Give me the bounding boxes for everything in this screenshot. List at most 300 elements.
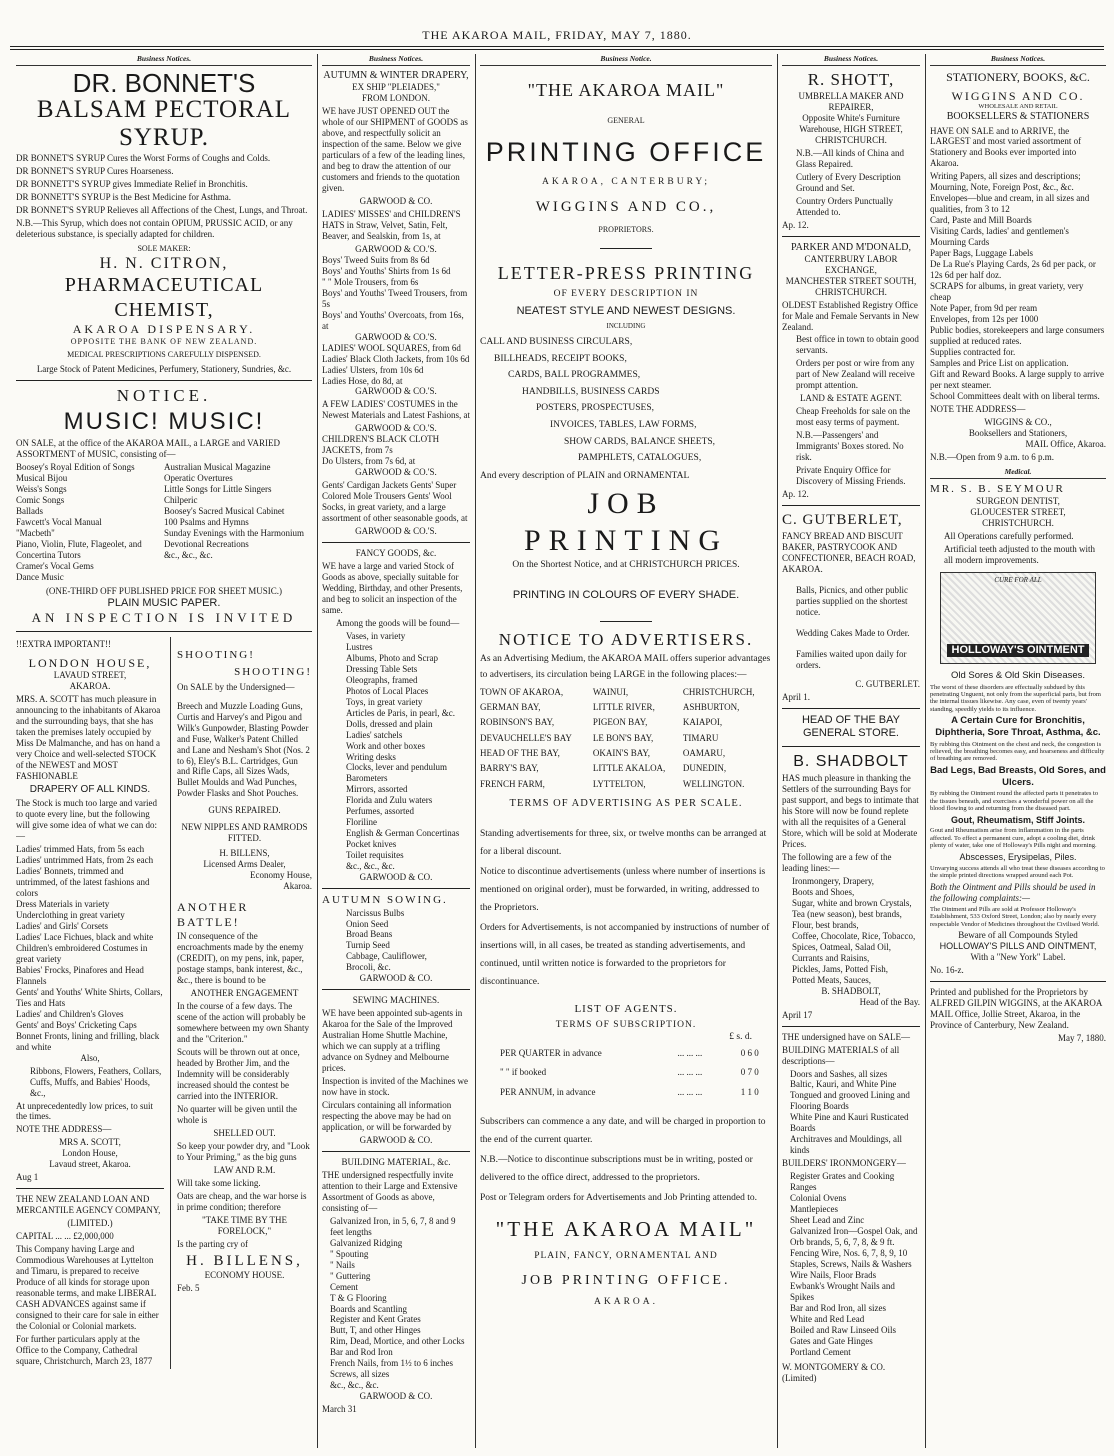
ad-text: MEDICAL PRESCRIPTIONS CAREFULLY DISPENSED. — [67, 350, 261, 360]
ad-text: THE undersigned have on SALE— — [782, 1031, 910, 1042]
ad-heading: Gout, Rheumatism, Stiff Joints. — [950, 814, 1085, 825]
ad-text: GLOUCESTER STREET, — [970, 507, 1066, 518]
list-item: Cement — [330, 1281, 358, 1292]
list-item: Ewbank's Wrought Nails and Spikes — [790, 1280, 895, 1302]
ad-signoff: GARWOOD & CO.'S. — [355, 467, 437, 478]
rule — [322, 542, 470, 543]
ad-text: At unprecedentedly low prices, to suit the times. — [16, 1100, 153, 1122]
list-item: Writing Papers, all sizes and descriptions; Mourning, Note, Foreign Post, &c., &c. — [930, 171, 1081, 193]
list-item: Sheet Lead and Zinc — [790, 1215, 865, 1226]
ad-text: PROPRIETORS. — [598, 224, 654, 234]
item-list — [782, 1171, 920, 1357]
subscription-cell: ... ... ... — [677, 1047, 703, 1058]
ad-heading: PRINTING IN COLOURS OF EVERY SHADE. — [512, 589, 740, 602]
holloway-illustration — [940, 572, 1096, 664]
ad-text: MRS A. SCOTT, — [59, 1137, 121, 1148]
ad-text: £ s. d. — [729, 1032, 752, 1043]
rule — [16, 631, 312, 632]
ad-text: TERMS OF SUBSCRIPTION. — [555, 1020, 697, 1031]
place-cell: TIMARU — [682, 732, 719, 743]
ad-heading: AN INSPECTION IS INVITED — [31, 610, 297, 626]
list-item: SCRAPS for albums, in great variety, very cheap — [930, 281, 1084, 303]
list-item: Ladies' Black Cloth Jackets, from 10s 6d — [322, 353, 470, 364]
list-item: Devotional Recreations — [164, 538, 249, 549]
item-list — [930, 171, 1106, 401]
ad-text: By rubbing this Ointment on the chest and neck, the congestion is relieved, the breathing becomes easy, and hoarseness and difficulty of breathing are removed. — [930, 740, 1105, 763]
list-item: Vases, in variety — [346, 630, 406, 641]
london-house-ad — [16, 637, 164, 1369]
places-table — [480, 685, 772, 792]
rule — [322, 1151, 470, 1152]
rule — [782, 1026, 920, 1027]
ad-text: BUILDING MATERIALS of all descriptions— — [782, 1044, 900, 1066]
ad-text: MRS. A. SCOTT has much pleasure in announcing to the inhabitants of Akaroa and the surrounding bays, that she has taken the premises lately occupied by Miss De Malmanche, and has on hand a very Choice and well-selected STOCK of the NEWEST and MOST FASHIONABLE — [16, 694, 161, 782]
list-item: Envelopes—blue and cream, in all sizes and qualities, from 3 to 12 — [930, 193, 1090, 215]
list-item: " Nails — [330, 1259, 355, 1270]
place-cell: ASHBURTON, — [682, 702, 740, 713]
ad-heading: Bad Legs, Bad Breasts, Old Sores, and Ulcers. — [930, 764, 1106, 788]
ad-text: WE have been appointed sub-agents in Akaroa for the Sale of the Improved Australian Home Shuttle Machine, which we can supply at a trifling advance on Sydney and Melbourne prices. — [322, 1008, 463, 1074]
ad-text: Cheap Freeholds for sale on the most easy terms of payment. — [796, 406, 911, 428]
ad-text: ECONOMY HOUSE. — [204, 1269, 285, 1280]
list-item: Floriline — [346, 817, 377, 828]
ad-heading: R. SHOTT, — [807, 70, 895, 90]
ad-text: The following are a few of the leading lines:— — [782, 852, 892, 874]
ad-heading: ANOTHER BATTLE! — [177, 900, 249, 929]
ad-signoff: GARWOOD & CO.'S. — [355, 386, 437, 397]
ad-text: NOTE THE ADDRESS— — [16, 1124, 112, 1135]
list-item: LADIES' WOOL SQUARES, from 6d — [322, 342, 461, 353]
list-item: Albums, Photo and Scrap — [346, 652, 438, 663]
ad-text: Balls, Picnics, and other public parties supplied on the shortest notice. — [796, 585, 908, 618]
list-item: Bar and Rod Iron, all sizes — [790, 1302, 886, 1313]
section-header: Business Notices. — [782, 54, 920, 66]
ad-text: N.B.—Notice to discontinue subscriptions must be in writing, posted or delivered to the office direct, addressed to the proprietors. — [480, 1155, 753, 1184]
rule — [782, 505, 920, 506]
ad-text: EX SHIP "PLEIADES," — [352, 82, 440, 93]
rule — [782, 708, 920, 709]
ad-text: N.B.—Passengers' and Immigrants' Boxes stored. No risk. — [796, 430, 904, 463]
list-item: Galvanized Iron, in 5, 6, 7, 8 and 9 feet lengths — [330, 1215, 456, 1237]
place-cell: OKAIN'S BAY, — [592, 747, 650, 758]
ad-text: BUILDERS' IRONMONGERY— — [782, 1158, 906, 1169]
ad-text: Orders for Advertisements, is not accompanied by instructions of number of insertions will, in all cases, be treated as standing advertisements, and continued, until written notice is forwarded to the proprietors for discontinuance. — [480, 922, 770, 987]
ad-date: Feb. 5 — [177, 1282, 200, 1293]
rule — [782, 746, 920, 747]
ad-heading: SHOOTING! — [177, 648, 255, 661]
list-item: Perfumes, assorted — [346, 806, 414, 817]
list-item: Writing desks — [346, 751, 396, 762]
list-item: Paper Bags, Luggage Labels — [930, 248, 1033, 259]
column-2 — [322, 54, 470, 1448]
printing-list-item: SHOW CARDS, BALANCE SHEETS, — [564, 436, 716, 447]
ad-text: Among the goods will be found— — [336, 617, 460, 628]
ad-text: ON SALE, at the office of the AKAROA MAIL, a LARGE and VARIED ASSORTMENT of MUSIC, consisting of— — [16, 438, 280, 460]
ad-text: Also, — [80, 1052, 100, 1063]
printing-list-item: POSTERS, PROSPECTUSES, — [536, 403, 654, 414]
ad-text: FANCY BREAD AND BISCUIT BAKER, PASTRYCOOK AND CONFECTIONER, BEACH ROAD, AKAROA. — [782, 531, 916, 575]
subscription-cell: ... ... ... — [677, 1087, 703, 1098]
list-item: Cramer's Vocal Gems — [16, 560, 94, 571]
printing-list-item: CARDS, BALL PROGRAMMES, — [508, 370, 641, 381]
ad-heading: NEATEST STYLE AND NEWEST DESIGNS. — [516, 304, 736, 317]
ad-heading: Abscesses, Erysipelas, Piles. — [959, 851, 1077, 862]
ad-heading: MUSIC! MUSIC! — [63, 407, 265, 435]
place-cell: PIGEON BAY, — [592, 717, 648, 728]
ad-text: No. 16-z. — [930, 965, 964, 976]
list-item: Toilet requisites — [346, 850, 404, 861]
list-item: Ladies' Lace Fichues, black and white — [16, 931, 154, 942]
column-rule — [925, 54, 926, 1448]
places-row — [480, 746, 772, 761]
list-item: "Macbeth" — [16, 527, 55, 538]
list-item: 100 Psalms and Hymns — [164, 516, 249, 527]
ad-text: Large Stock of Patent Medicines, Perfumery, Stationery, Sundries, &c. — [36, 364, 292, 375]
ad-heading: NOTICE TO ADVERTISERS. — [498, 629, 754, 649]
list-item: White Pine and Kauri Rusticated Boards — [790, 1112, 909, 1134]
place-cell: LITTLE RIVER, — [592, 702, 655, 713]
ad-text: Artificial teeth adjusted to the mouth with all modern improvements. — [944, 543, 1095, 565]
place-cell: WAINUI, — [592, 686, 629, 697]
ad-text: Circulars containing all information respecting the above may be had on application, or will be forwarded by — [322, 1100, 452, 1132]
list-item: Screws, all sizes — [330, 1369, 390, 1380]
place-cell: HEAD OF THE BAY, — [480, 747, 560, 758]
subscription-cell: 1 1 0 — [740, 1087, 759, 1098]
ad-heading: H. BILLENS, — [186, 1252, 303, 1269]
ad-text: AKAROA. — [69, 681, 111, 692]
list-item: Photos of Local Places — [346, 685, 429, 696]
list-item: " Spouting — [330, 1248, 369, 1259]
ad-text: Gents' Cardigan Jackets Gents' Super Colored Mole Trousers Gents' Wool Socks, in great variety, and a large assortment of other seasonable goods, at — [322, 480, 468, 524]
column-rule — [317, 54, 318, 1448]
list-item: Ladies' untrimmed Hats, from 2s each — [16, 855, 154, 866]
list-item: Rim, Dead, Mortice, and other Locks — [330, 1336, 465, 1347]
list-item: Ballads — [16, 505, 43, 516]
ad-text: London House, — [62, 1148, 118, 1159]
ad-text: Booksellers and Stationers, — [968, 427, 1068, 438]
ad-text: GENERAL — [607, 116, 645, 126]
printing-list-item: PAMPHLETS, CATALOGUES, — [578, 453, 702, 464]
ad-heading: SHOOTING! — [234, 666, 312, 679]
place-cell: BARRY'S BAY, — [480, 763, 539, 774]
ad-text: HAVE ON SALE and to ARRIVE, the LARGEST and most varied assortment of Stationery and Books ever imported into Akaroa. — [930, 125, 1082, 169]
ad-text: ANOTHER ENGAGEMENT — [190, 988, 299, 999]
ad-heading: LONDON HOUSE, — [28, 655, 152, 670]
rule — [16, 380, 312, 381]
ad-text: For further particulars apply at the Office to the Company, Cathedral square, Christchurch, March 23, 1877 — [16, 1333, 153, 1366]
list-item: Boys' and Youths' Overcoats, from 16s, at — [322, 309, 464, 331]
ad-text: INCLUDING — [606, 322, 646, 331]
ad-text: HAS much pleasure in thanking the Settlers of the surrounding Bays for past support, and begs to intimate that his Store will now be found replete with all the requisites of a General Store, which will be sold at Moderate Prices. — [782, 773, 919, 850]
place-cell: WELLINGTON. — [682, 778, 745, 789]
ad-text: Ribbons, Flowers, Feathers, Collars, Cuffs, Muffs, and Babies' Hoods, &c., — [30, 1065, 162, 1098]
list-item: Pocket knives — [346, 839, 397, 850]
ad-text: Akaroa. — [283, 881, 312, 892]
ad-text: So keep your powder dry, and "Look to Your Priming," as the big guns — [177, 1140, 310, 1162]
masthead-rule — [10, 46, 1104, 50]
list-item: Public bodies, storekeepers and large consumers supplied at reduced rates. — [930, 324, 1105, 346]
ad-text: PLAIN, FANCY, ORNAMENTAL AND — [534, 1250, 718, 1261]
list-item: Gates and Gate Hinges — [790, 1335, 873, 1346]
ad-text: And every description of PLAIN and ORNAMENTAL — [480, 470, 690, 481]
ad-text: OLDEST Established Registry Office for Male and Female Servants in New Zealand. — [782, 299, 919, 332]
list-item: Envelopes, from 12s per 1000 — [930, 313, 1039, 324]
ad-text: On the Shortest Notice, and at CHRISTCHURCH PRICES. — [512, 559, 740, 570]
ad-signoff: GARWOOD & CO. — [359, 1134, 433, 1145]
subscription-cell: ... ... ... — [677, 1067, 703, 1078]
list-item: Ladies' Ulsters, from 10s 6d — [322, 364, 424, 375]
list-item: Narcissus Bulbs — [346, 907, 405, 918]
ad-text: DR BONNETT'S SYRUP is the Best Medicine for Asthma. — [16, 192, 232, 203]
ad-text: With a "New York" Label. — [970, 952, 1066, 963]
section-header: Business Notices. — [16, 54, 312, 66]
list-item: Dressing Table Sets — [346, 663, 418, 674]
ad-text: Best office in town to obtain good servants. — [796, 334, 919, 356]
place-cell: LE BON'S BAY, — [592, 732, 654, 743]
item-list — [322, 434, 470, 467]
subscription-cell: PER QUARTER in advance — [500, 1047, 602, 1058]
subscription-table — [500, 1044, 763, 1103]
list-item: Fawcett's Vocal Manual — [16, 516, 102, 527]
rule — [322, 989, 470, 990]
ad-heading: HOLLOWAY'S PILLS AND OINTMENT, — [939, 941, 1097, 952]
masthead: THE AKAROA MAIL, FRIDAY, MAY 7, 1880. — [422, 28, 692, 42]
column-3 — [480, 54, 772, 1448]
place-cell: FRENCH FARM, — [480, 778, 545, 789]
rule — [600, 621, 652, 622]
ad-text: OPPOSITE THE BANK OF NEW ZEALAND. — [70, 336, 258, 346]
bonnet-subtitle: BALSAM PECTORAL SYRUP. — [36, 96, 292, 151]
list-item: De La Rue's Playing Cards, 2s 6d per pack, or 12s 6d per half doz. — [930, 259, 1096, 281]
ad-text: THE undersigned respectfully invite attention to their Large and Extensive Assortment of Goods as above, consisting of— — [322, 1169, 458, 1213]
ad-heading: BUILDING MATERIAL, &c. — [341, 1156, 451, 1167]
list-item: Portland Cement — [790, 1346, 851, 1357]
music-list-right — [164, 462, 312, 583]
list-item: Sugar, white and brown Crystals, — [792, 897, 912, 908]
billens-ads — [170, 637, 312, 1369]
imprint-date: May 7, 1880. — [1058, 1032, 1106, 1043]
place-cell: KAIAPOI, — [682, 717, 723, 728]
place-cell: LYTTELTON, — [592, 778, 646, 789]
printing-list-item: INVOICES, TABLES, LAW FORMS, — [550, 420, 697, 430]
list-item: Card, Paste and Mill Boards — [930, 215, 1032, 226]
list-item: Wire Nails, Floor Brads — [790, 1269, 877, 1280]
ad-text: Standing advertisements for three, six, or twelve months can be arranged at for a liberal discount. — [480, 828, 767, 857]
list-item: Children's embroidered Costumes in great variety — [16, 942, 148, 964]
ad-text: This Company having Large and Commodious Warehouses at Lyttelton and Timaru, is prepared to receive Produce of all kinds for storage upon reasonable terms, and make LIBERAL CASH ADVANCES against same if consigned to their care for sale in either the Colonial or Colonial markets. — [16, 1244, 159, 1331]
item-list — [322, 908, 470, 974]
ad-text: UMBRELLA MAKER AND REPAIRER, — [798, 90, 904, 112]
item-list — [322, 1216, 470, 1392]
ad-text: Private Enquiry Office for Discovery of Missing Friends. — [796, 465, 906, 487]
section-header: Business Notices. — [322, 54, 470, 66]
item-list — [322, 343, 470, 387]
list-item: Galvanized Ridging — [330, 1237, 403, 1248]
list-item: Toys, in great variety — [346, 696, 423, 707]
ad-heading: LIST OF AGENTS. — [574, 1003, 678, 1016]
item-list — [322, 631, 470, 872]
list-item: Boosey's Royal Edition of Songs — [16, 462, 135, 472]
list-item: Mirrors, assorted — [346, 784, 408, 795]
ad-heading: A Certain Cure for Bronchitis, Diphtheria, Sore Throat, Asthma, &c. — [935, 715, 1101, 738]
ad-text: Head of the Bay. — [859, 996, 920, 1007]
ad-text: SOLE MAKER: — [137, 243, 191, 253]
list-item: Flour, best brands, — [792, 919, 859, 930]
ad-date: Ap. 12. — [782, 219, 809, 230]
ad-text: Inspection is invited of the Machines we now have in stock. — [322, 1076, 468, 1098]
ad-text: WIGGINS & CO., — [984, 416, 1052, 427]
list-item: Chilperic — [164, 494, 198, 505]
list-item: French Nails, from 1½ to 6 inches — [330, 1358, 453, 1369]
list-item: Register Grates and Cooking Ranges — [790, 1171, 895, 1193]
ad-heading: DRAPERY OF ALL KINDS. — [29, 784, 151, 796]
list-item: Baltic, Kauri, and White Pine — [790, 1079, 897, 1090]
two-ads — [16, 637, 312, 1369]
list-item: Pickles, Jams, Potted Fish, — [792, 963, 889, 974]
place-cell: ROBINSON'S BAY, — [480, 717, 555, 728]
places-row — [480, 685, 772, 700]
list-item: Little Songs for Little Singers — [164, 483, 272, 494]
ad-signoff: GARWOOD & CO. — [359, 196, 433, 207]
item-list — [322, 255, 470, 332]
place-cell: TOWN OF AKAROA, — [480, 686, 564, 697]
ad-heading: JOB PRINTING OFFICE. — [521, 1273, 731, 1289]
subscription-row — [500, 1063, 763, 1083]
ad-text: No quarter will be given until the whole is — [177, 1103, 297, 1125]
ad-text: OF EVERY DESCRIPTION IN — [553, 289, 699, 300]
ad-heading: "THE AKAROA MAIL" — [495, 1217, 757, 1242]
ad-text: CHRISTCHURCH. — [982, 518, 1054, 529]
list-item: Architraves and Mouldings, all kinds — [790, 1134, 902, 1156]
imprint: Printed and published for the Proprietors by ALFRED GILPIN WIGGINS, at the AKAROA MAIL Office, Jollie Street, Akaroa, in the Province of Canterbury, New Zealand. — [930, 987, 1102, 1030]
ad-text: IN consequence of the encroachments made by the enemy (CREDIT), on my pens, ink, paper, postage stamps, bank interest, &c., &c., there is bound to be — [177, 931, 304, 986]
ad-text: WHOLESALE AND RETAIL — [978, 103, 1058, 111]
subscription-row — [500, 1044, 763, 1064]
ad-heading: PRINTING OFFICE — [485, 136, 767, 167]
list-item: Currants and Raisins, — [792, 952, 870, 963]
list-item: Do Ulsters, from 7s 6d, at — [322, 456, 416, 467]
ad-heading: SEWING MACHINES. — [352, 995, 440, 1006]
list-item: Butt, T, and other Hinges — [330, 1325, 421, 1336]
ad-text: Will take some licking. — [177, 1177, 261, 1188]
ad-text: H. BILLENS, — [219, 848, 270, 859]
list-item: Ladies' and Children's Gloves — [16, 1008, 124, 1019]
rule — [322, 888, 470, 889]
list-item: Musical Bijou — [16, 472, 68, 483]
ad-text: Licensed Arms Dealer, — [203, 859, 286, 870]
ad-text: NEW NIPPLES AND RAMRODS FITTED. — [181, 822, 308, 844]
ad-heading: PHARMACEUTICAL CHEMIST, — [64, 274, 264, 321]
ad-heading: MR. S. B. SEYMOUR — [930, 482, 1065, 495]
list-item: Dance Music — [16, 571, 64, 582]
place-cell: OAMARU, — [682, 747, 726, 758]
section-header: Business Notices. — [930, 54, 1106, 66]
ad-signoff: GARWOOD & CO. — [359, 872, 433, 883]
list-item: Gents' and Boys' Cricketing Caps — [16, 1019, 137, 1030]
list-item: Australian Musical Magazine — [164, 462, 271, 472]
section-header: Business Notice. — [480, 54, 772, 66]
list-item: Note Paper, from 9d per ream — [930, 303, 1038, 313]
ad-heading: STATIONERY, BOOKS, &C. — [946, 70, 1090, 85]
subscription-cell: 0 6 0 — [740, 1047, 759, 1058]
rule — [16, 1188, 164, 1189]
ad-heading: AUTUMN & WINTER DRAPERY, — [323, 70, 469, 82]
ad-text: WE have a large and varied Stock of Goods as above, specially suitable for Wedding, Birthday, and other Presents, and beg to solicit an inspection of the same. — [322, 561, 463, 615]
ad-date: Ap. 12. — [782, 489, 809, 500]
list-item: Boys' Tweed Suits from 8s 6d — [322, 254, 430, 265]
list-item: Ladies' trimmed Hats, from 5s each — [16, 844, 145, 855]
list-item: Ladies' satchels — [346, 729, 403, 740]
column-5 — [930, 54, 1106, 1448]
ad-text: Opposite White's Furniture Warehouse, HIGH STREET, CHRISTCHURCH. — [799, 112, 903, 145]
rule — [600, 248, 652, 249]
ad-text: LADIES' MISSES' and CHILDREN'S HATS in Straw, Velvet, Satin, Felt, Beaver, and Sealskin, from 1s, at — [322, 208, 461, 241]
printing-list-item: BILLHEADS, RECEIPT BOOKS, — [494, 353, 627, 364]
list-item: Staples, Screws, Nails & Washers — [790, 1258, 912, 1269]
list-item: Brocoli, &c. — [346, 962, 391, 973]
list-item: " " Mole Trousers, from 6s — [322, 276, 419, 287]
list-item: Boys' and Youths' Shirts from 1s 6d — [322, 265, 451, 276]
list-item: School Committees dealt with on liberal terms. — [930, 390, 1100, 401]
ad-text: All Operations carefully performed. — [944, 531, 1074, 542]
ad-heading: WIGGINS AND CO., — [535, 199, 717, 216]
ad-heading: Old Sores & Old Skin Diseases. — [950, 669, 1086, 681]
ad-date: April 17 — [782, 1009, 813, 1020]
ad-text: LAVAUD STREET, — [53, 670, 127, 681]
ad-text: Wedding Cakes Made to Order. — [796, 628, 910, 639]
ad-text: GUNS REPAIRED. — [208, 805, 281, 816]
list-item: English & German Concertinas — [346, 828, 460, 839]
ad-text: N.B.—Open from 9 a.m. to 6 p.m. — [930, 451, 1054, 462]
list-item: Dress Materials in variety — [16, 899, 110, 910]
list-item: T & G Flooring — [330, 1292, 387, 1303]
ad-text: Country Orders Punctually Attended to. — [796, 195, 893, 217]
ad-text: A FEW LADIES' COSTUMES in the Newest Materials and Latest Fashions, at — [322, 399, 470, 421]
ad-text: CANTERBURY LABOR EXCHANGE, — [804, 253, 898, 275]
ad-text: Is the parting cry of — [177, 1238, 248, 1249]
ad-signoff: GARWOOD & CO.'S. — [355, 423, 437, 434]
ad-date: Aug 1 — [16, 1172, 39, 1183]
ad-text: !!EXTRA IMPORTANT!! — [16, 638, 111, 649]
ad-heading: B. SHADBOLT — [793, 752, 909, 770]
ad-heading: C. GUTBERLET, — [782, 512, 903, 529]
ad-heading: "THE AKAROA MAIL" — [527, 80, 725, 101]
list-item: Spices, Oatmeal, Salad Oil, — [792, 941, 891, 952]
printing-list-item: HANDBILLS, BUSINESS CARDS — [522, 386, 660, 397]
ad-text: WE have JUST OPENED OUT the whole of our SHIPMENT of GOODS as above, and respectfully solicit an inspection of the same. Below we give particulars of a few of the leading lines, and beg to draw the attention of our customers and friends to the quotation given. — [322, 106, 468, 194]
ad-text: SURGEON DENTIST, — [976, 496, 1060, 507]
list-item: Cabbage, Cauliflower, — [346, 951, 427, 962]
list-item: Babies' Frocks, Pinafores and Head Flannels — [16, 964, 144, 986]
column-rule — [777, 54, 778, 1448]
list-item: Oleographs, framed — [346, 674, 418, 685]
list-item: Boosey's Sacred Musical Cabinet — [164, 505, 285, 516]
ad-signoff: GARWOOD & CO.'S. — [355, 526, 437, 537]
ad-heading: PARKER AND M'DONALD, — [790, 241, 912, 253]
list-item: Florida and Zulu waters — [346, 795, 433, 806]
ad-text: BOOKSELLERS & STATIONERS — [946, 111, 1090, 123]
subscription-row — [500, 1083, 763, 1103]
ad-heading: AUTUMN SOWING. — [322, 894, 448, 907]
list-item: Samples and Price List on application. — [930, 357, 1069, 368]
places-row — [480, 715, 772, 730]
ad-text: Both the Ointment and Pills should be used in the following complaints:— — [930, 881, 1096, 903]
list-item: Gift and Reward Books. A large supply to arrive per next steamer. — [930, 368, 1105, 390]
ad-text: Notice to discontinue advertisements (unless where number of insertions is mentioned on original order), must be forwarded, in writing, addressed to the Proprietors. — [480, 866, 766, 913]
ad-text: Cutlery of Every Description Ground and Set. — [796, 171, 901, 193]
music-list — [16, 462, 312, 583]
list-item: Onion Seed — [346, 918, 389, 929]
